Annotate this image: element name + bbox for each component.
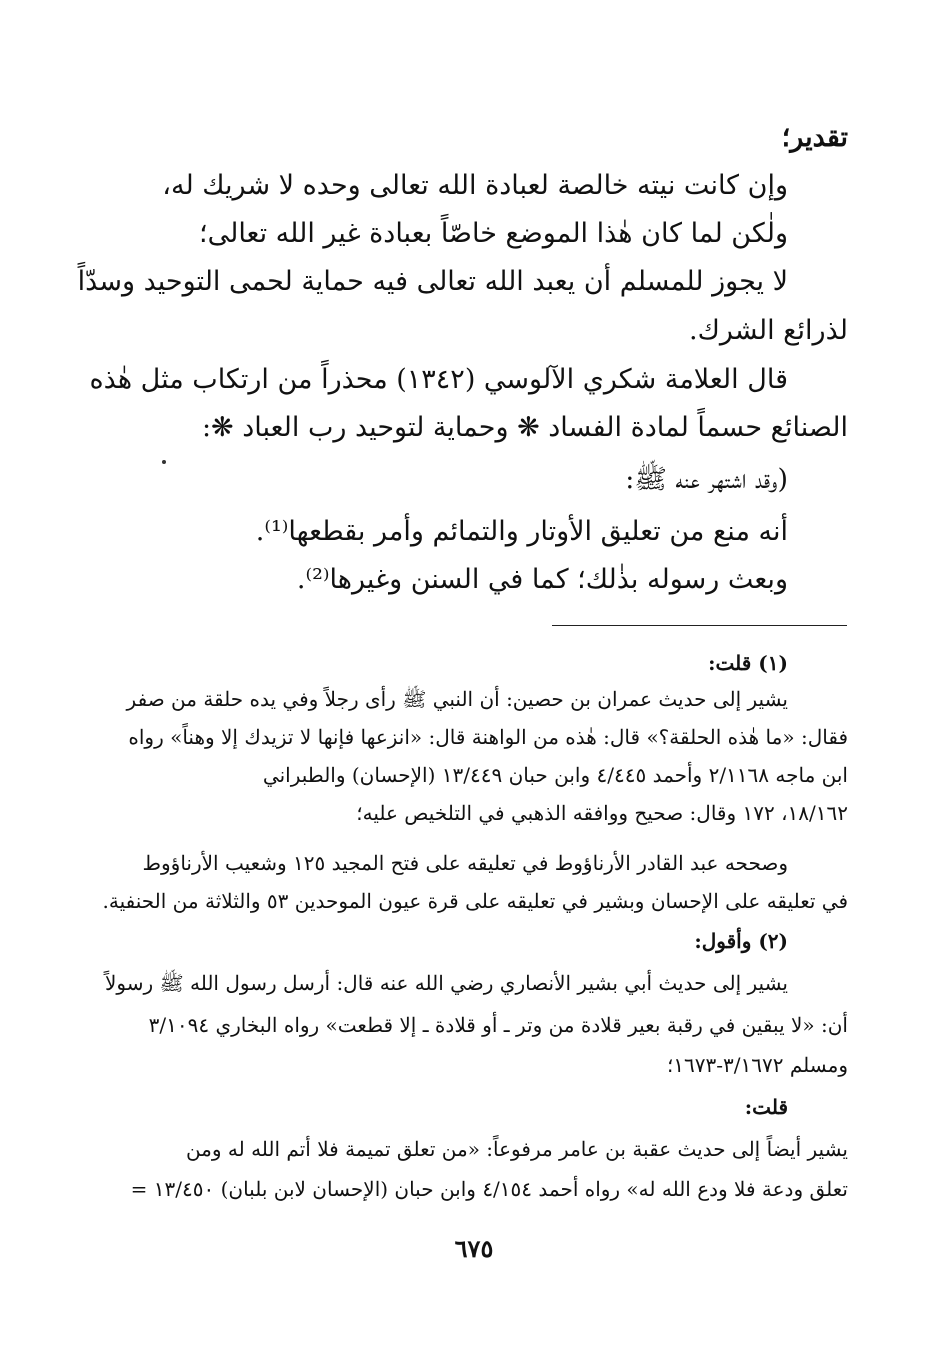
text-line: لا يجوز للمسلم أن يعبد الله تعالى فيه حماية لحمى التوحيد وسدّاً <box>77 266 788 297</box>
text-line: (وقد اشتهر عنه ﷺ: <box>625 464 788 495</box>
footnote-heading: قلت: <box>744 1095 788 1119</box>
ink-dot <box>162 460 166 464</box>
footnote-line: فقال: «ما هٰذه الحلقة؟» قال: هٰذه من الواهنة قال: «انزعها فإنها لا تزيدك إلا وهناً» رواه <box>128 725 848 749</box>
footnote-separator <box>552 625 847 626</box>
footnote-line: يشير أيضاً إلى حديث عقبة بن عامر مرفوعاً: «من تعلق تميمة فلا أتم الله له ومن <box>185 1137 848 1161</box>
text-line: وإن كانت نيته خالصة لعبادة الله تعالى وحده لا شريك له، <box>162 170 788 201</box>
footnote-line: يشير إلى حديث عمران بن حصين: أن النبي ﷺ رأى رجلاً وفي يده حلقة من صفر <box>126 687 788 711</box>
text-line: وبعث رسوله بذٰلك؛ كما في السنن وغيرها⁽²⁾. <box>296 564 788 595</box>
text-line: الصنائع حسماً لمادة الفساد ❋ وحماية لتوحيد رب العباد ❋: <box>201 412 848 443</box>
text-line: لذرائع الشرك. <box>689 315 848 346</box>
footnote-heading: (١) قلت: <box>708 651 788 675</box>
footnote-line: ابن ماجه ٢/١١٦٨ وأحمد ٤/٤٤٥ وابن حبان ١٣/٤٤٩ (الإحسان) والطبراني <box>262 763 848 787</box>
page-number: ٦٧٥ <box>454 1234 494 1263</box>
text-line: تقدير؛ <box>781 122 848 153</box>
footnote-line: في تعليقه على الإحسان وبشير في تعليقه على قرة عيون الموحدين ٥٣ والثلاثة من الحنفية. <box>102 889 848 913</box>
footnote-line: أن: «لا يبقين في رقبة بعير قلادة من وتر ـ أو قلادة ـ إلا قطعت» رواه البخاري ٣/١٠٩٤ <box>148 1013 848 1037</box>
text-line: أنه منع من تعليق الأوتار والتمائم وأمر بقطعها⁽¹⁾. <box>255 516 788 547</box>
footnote-line: يشير إلى حديث أبي بشير الأنصاري رضي الله عنه قال: أرسل رسول الله ﷺ رسولاً <box>104 971 788 995</box>
footnote-heading: (٢) وأقول: <box>694 929 788 953</box>
footnote-line: وصححه عبد القادر الأرناؤوط في تعليقه على فتح المجيد ١٢٥ وشعيب الأرناؤوط <box>142 851 788 875</box>
footnote-line: تعلق ودعة فلا ودع الله له» رواه أحمد ٤/١٥٤ وابن حبان (الإحسان لابن بلبان) ١٣/٤٥٠ = <box>130 1177 848 1201</box>
footnote-line: ١٨/١٦٢، ١٧٢ وقال: صحيح ووافقه الذهبي في التلخيص عليه؛ <box>356 801 848 825</box>
footnote-line: ومسلم ٣/١٦٧٢-١٦٧٣؛ <box>666 1053 848 1077</box>
text-line: ولٰكن لما كان هٰذا الموضع خاصّاً بعبادة غير الله تعالى؛ <box>199 218 788 249</box>
text-line: قال العلامة شكري الآلوسي (١٣٤٢) محذراً من ارتكاب مثل هٰذه <box>89 364 788 395</box>
